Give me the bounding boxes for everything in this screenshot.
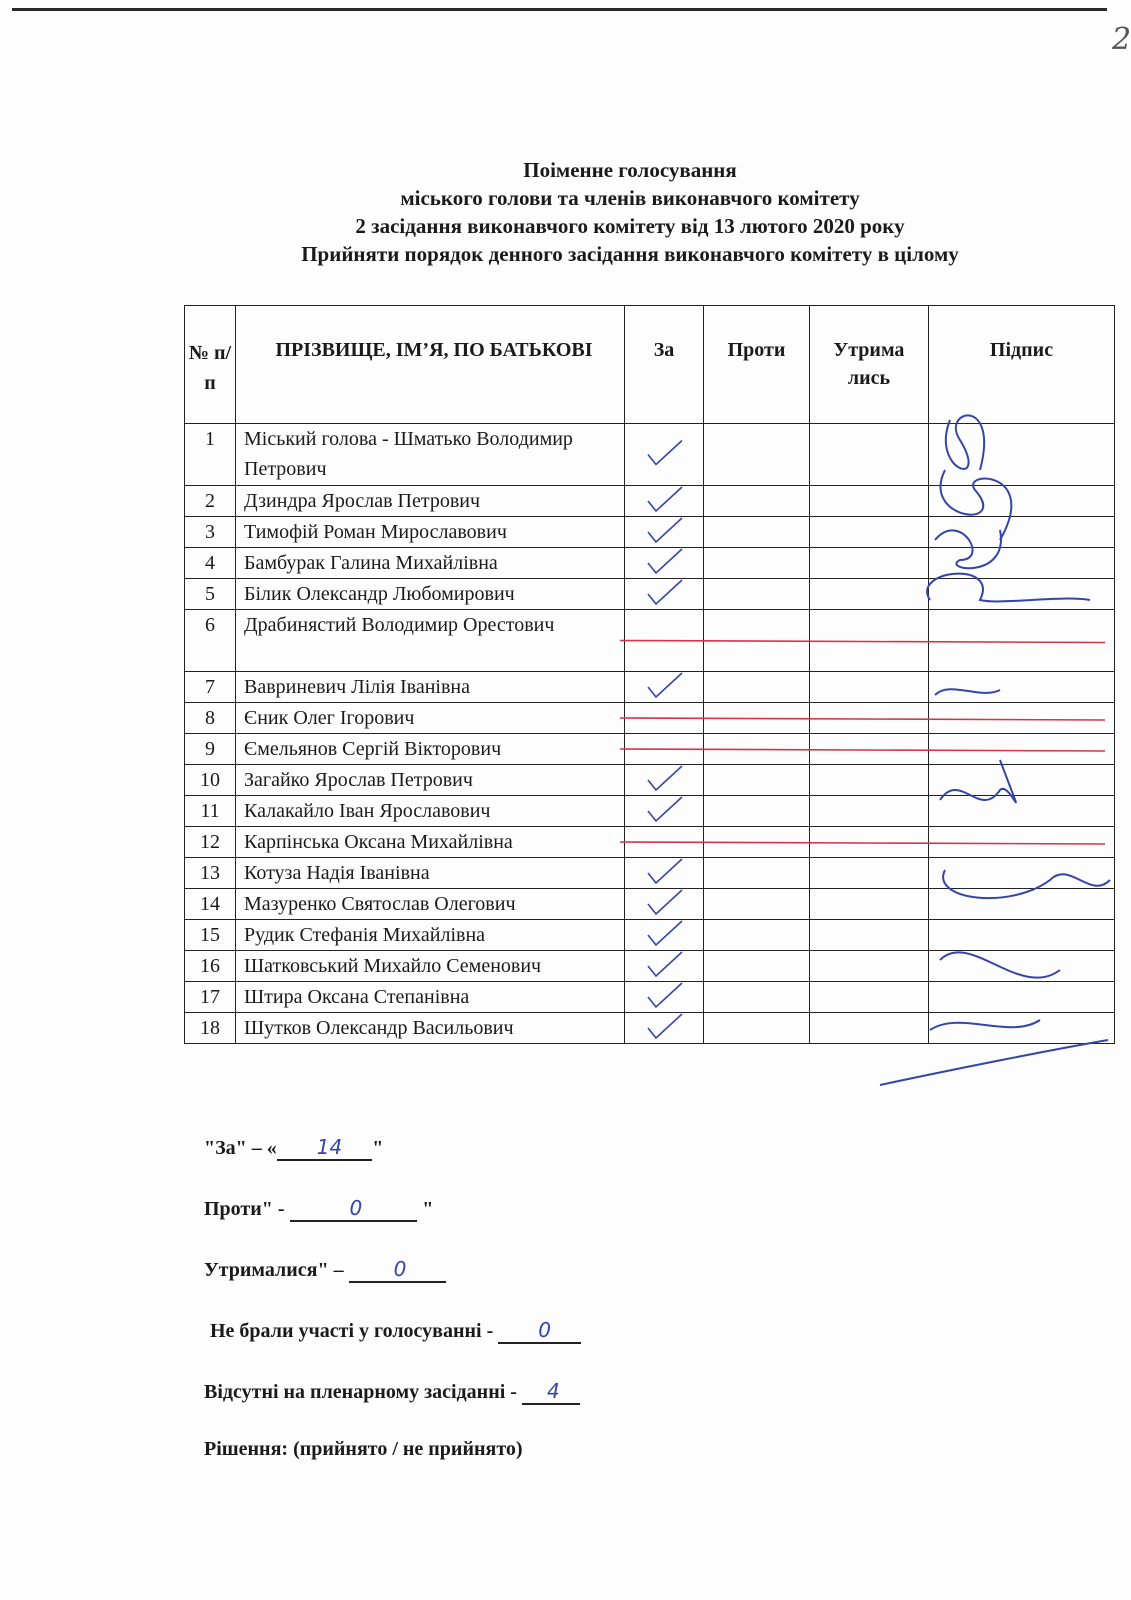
- signature-cell: [929, 548, 1115, 579]
- vote-abstain-cell: [810, 548, 929, 579]
- vote-for-cell: [625, 579, 704, 610]
- member-name: Вавриневич Лілія Іванівна: [236, 672, 625, 703]
- signature-cell: [929, 672, 1115, 703]
- table-row: [185, 1013, 1115, 1044]
- summary-against: Проти" - 0 ": [204, 1196, 434, 1220]
- vote-against-cell: [704, 548, 810, 579]
- vote-against-cell: [704, 765, 810, 796]
- scan-top-edge: [12, 8, 1107, 11]
- member-name: Бамбурак Галина Михайлівна: [236, 548, 625, 579]
- signature-cell: [929, 858, 1115, 889]
- table-row: [185, 734, 1115, 765]
- signature-mark: [880, 1040, 1108, 1085]
- row-number: 7: [185, 672, 236, 703]
- vote-abstain-cell: [810, 703, 929, 734]
- summary-for: "За" – « 14 ": [204, 1135, 384, 1159]
- vote-against-cell: [704, 827, 810, 858]
- signature-cell: [929, 610, 1115, 672]
- vote-against-cell: [704, 951, 810, 982]
- vote-against-cell: [704, 796, 810, 827]
- table-row: [185, 424, 1115, 486]
- vote-abstain-cell: [810, 424, 929, 486]
- row-number: 3: [185, 517, 236, 548]
- table-row: [185, 765, 1115, 796]
- signature-cell: [929, 517, 1115, 548]
- not-voting-count: 0: [498, 1318, 581, 1344]
- row-number: 11: [185, 796, 236, 827]
- table-row: [185, 486, 1115, 517]
- table-row: [185, 517, 1115, 548]
- roll-call-table: [184, 305, 1115, 1044]
- vote-abstain-cell: [810, 889, 929, 920]
- vote-for-cell: [625, 424, 704, 486]
- vote-against-cell: [704, 517, 810, 548]
- row-number: 4: [185, 548, 236, 579]
- table-row: [185, 548, 1115, 579]
- table-header-row: [185, 306, 1115, 424]
- abstain-count: 0: [349, 1257, 447, 1283]
- vote-abstain-cell: [810, 982, 929, 1013]
- vote-for-cell: [625, 889, 704, 920]
- vote-abstain-cell: [810, 765, 929, 796]
- vote-abstain-cell: [810, 796, 929, 827]
- signature-cell: [929, 486, 1115, 517]
- title-line-3: 2 засідання виконавчого комітету від 13 лютого 2020 року: [355, 214, 905, 238]
- signature-cell: [929, 579, 1115, 610]
- vote-for-cell: [625, 982, 704, 1013]
- header-abstain: Утрима лись: [810, 306, 929, 424]
- signature-cell: [929, 982, 1115, 1013]
- summary-decision: Рішення: (прийнято / не прийнято): [204, 1438, 523, 1460]
- summary-absent: Відсутні на пленарному засіданні - 4: [204, 1379, 580, 1404]
- member-name: Калакайло Іван Ярославович: [236, 796, 625, 827]
- vote-against-cell: [704, 579, 810, 610]
- member-name: Карпінська Оксана Михайлівна: [236, 827, 625, 858]
- header-against: Проти: [704, 306, 810, 424]
- row-number: 1: [185, 424, 236, 486]
- vote-for-cell: [625, 734, 704, 765]
- vote-for-cell: [625, 486, 704, 517]
- vote-abstain-cell: [810, 827, 929, 858]
- table-row: [185, 610, 1115, 672]
- member-name: Міський голова - Шматько Володимир Петрович: [236, 424, 625, 486]
- signature-cell: [929, 1013, 1115, 1044]
- member-name: Загайко Ярослав Петрович: [236, 765, 625, 796]
- row-number: 17: [185, 982, 236, 1013]
- row-number: 9: [185, 734, 236, 765]
- vote-for-cell: [625, 858, 704, 889]
- vote-abstain-cell: [810, 1013, 929, 1044]
- for-count: 14: [277, 1135, 372, 1161]
- title-line-1: Поіменне голосування: [523, 158, 737, 182]
- row-number: 14: [185, 889, 236, 920]
- vote-against-cell: [704, 858, 810, 889]
- vote-against-cell: [704, 672, 810, 703]
- row-number: 12: [185, 827, 236, 858]
- signature-cell: [929, 424, 1115, 486]
- vote-for-cell: [625, 765, 704, 796]
- vote-against-cell: [704, 889, 810, 920]
- row-number: 2: [185, 486, 236, 517]
- vote-for-cell: [625, 951, 704, 982]
- vote-for-cell: [625, 610, 704, 672]
- vote-abstain-cell: [810, 858, 929, 889]
- title-line-2: міського голови та членів виконавчого комітету: [400, 186, 860, 210]
- row-number: 5: [185, 579, 236, 610]
- header-for: За: [625, 306, 704, 424]
- vote-abstain-cell: [810, 951, 929, 982]
- member-name: Шатковський Михайло Семенович: [236, 951, 625, 982]
- member-name: Драбинястий Володимир Орестович: [236, 610, 625, 672]
- vote-for-cell: [625, 796, 704, 827]
- row-number: 18: [185, 1013, 236, 1044]
- row-number: 6: [185, 610, 236, 672]
- vote-against-cell: [704, 486, 810, 517]
- vote-against-cell: [704, 982, 810, 1013]
- vote-for-cell: [625, 548, 704, 579]
- member-name: Тимофій Роман Мирославович: [236, 517, 625, 548]
- member-name: Штира Оксана Степанівна: [236, 982, 625, 1013]
- row-number: 10: [185, 765, 236, 796]
- vote-against-cell: [704, 1013, 810, 1044]
- vote-abstain-cell: [810, 734, 929, 765]
- absent-count: 4: [522, 1379, 580, 1405]
- vote-against-cell: [704, 920, 810, 951]
- vote-abstain-cell: [810, 672, 929, 703]
- document-title: [180, 156, 1080, 268]
- member-name: Котуза Надія Іванівна: [236, 858, 625, 889]
- signature-cell: [929, 951, 1115, 982]
- member-name: Шутков Олександр Васильович: [236, 1013, 625, 1044]
- member-name: Ємельянов Сергій Вікторович: [236, 734, 625, 765]
- decision-value: (прийнято / не прийнято): [293, 1438, 523, 1460]
- table-row: [185, 951, 1115, 982]
- member-name: Дзиндра Ярослав Петрович: [236, 486, 625, 517]
- member-name: Рудик Стефанія Михайлівна: [236, 920, 625, 951]
- signature-cell: [929, 765, 1115, 796]
- vote-abstain-cell: [810, 920, 929, 951]
- header-signature: Підпис: [929, 306, 1115, 424]
- table-row: [185, 982, 1115, 1013]
- table-row: [185, 579, 1115, 610]
- vote-for-cell: [625, 920, 704, 951]
- title-line-4: Прийняти порядок денного засідання виконавчого комітету в цілому: [301, 242, 959, 266]
- vote-for-cell: [625, 517, 704, 548]
- against-count: 0: [290, 1196, 418, 1222]
- table-row: [185, 920, 1115, 951]
- row-number: 8: [185, 703, 236, 734]
- vote-against-cell: [704, 734, 810, 765]
- summary-not-voting: Не брали участі у голосуванні - 0: [210, 1318, 581, 1343]
- vote-for-cell: [625, 827, 704, 858]
- row-number: 16: [185, 951, 236, 982]
- vote-abstain-cell: [810, 610, 929, 672]
- vote-against-cell: [704, 610, 810, 672]
- vote-for-cell: [625, 672, 704, 703]
- header-name: ПРІЗВИЩЕ, ІМ’Я, ПО БАТЬКОВІ: [236, 306, 625, 424]
- table-row: [185, 889, 1115, 920]
- table-row: [185, 796, 1115, 827]
- vote-abstain-cell: [810, 517, 929, 548]
- vote-against-cell: [704, 703, 810, 734]
- vote-for-cell: [625, 1013, 704, 1044]
- page-number: 2: [1112, 22, 1131, 57]
- vote-against-cell: [704, 424, 810, 486]
- signature-cell: [929, 889, 1115, 920]
- signature-cell: [929, 796, 1115, 827]
- signature-cell: [929, 920, 1115, 951]
- signature-cell: [929, 827, 1115, 858]
- table-row: [185, 672, 1115, 703]
- row-number: 15: [185, 920, 236, 951]
- vote-abstain-cell: [810, 579, 929, 610]
- header-num: № п/п: [185, 306, 236, 424]
- member-name: Єник Олег Ігорович: [236, 703, 625, 734]
- vote-for-cell: [625, 703, 704, 734]
- member-name: Мазуренко Святослав Олегович: [236, 889, 625, 920]
- row-number: 13: [185, 858, 236, 889]
- table-row: [185, 703, 1115, 734]
- table-row: [185, 858, 1115, 889]
- member-name: Білик Олександр Любомирович: [236, 579, 625, 610]
- signature-cell: [929, 703, 1115, 734]
- signature-cell: [929, 734, 1115, 765]
- table-row: [185, 827, 1115, 858]
- summary-abstain: Утрималися" – 0: [204, 1257, 446, 1282]
- vote-abstain-cell: [810, 486, 929, 517]
